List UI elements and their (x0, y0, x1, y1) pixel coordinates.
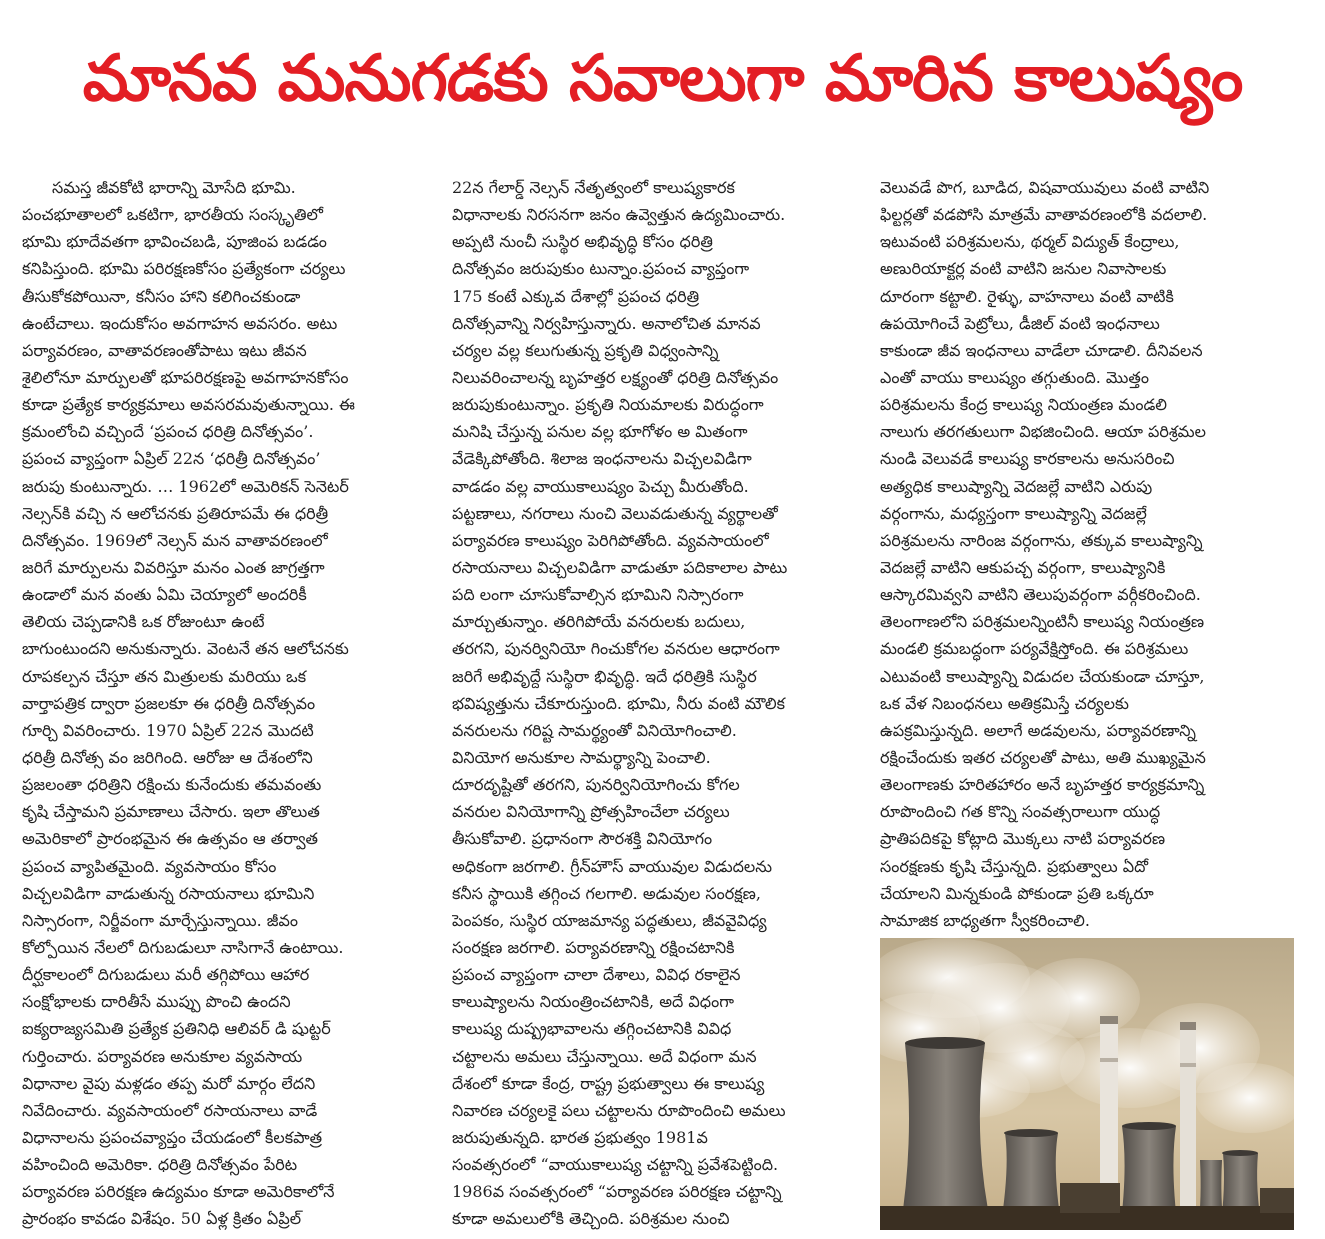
article-line: దినోత్సవం. 1969లో నెల్సన్ మన వాతావరణంలో (22, 530, 328, 550)
article-line: ఒక వేళ నిబంధనలు అతిక్రమిస్తే చర్యలకు (880, 693, 1129, 713)
article-line: సంవత్సరంలో “వాయుకాలుష్య చట్టాన్ని ప్రవేశపెట్టింది. (452, 1155, 779, 1175)
article-line: దేశంలో కూడా కేంద్ర, రాష్ట్ర ప్రభుత్వాలు ఈ కాలుష్య (452, 1073, 765, 1093)
article-line: విచ్చలవిడిగా వాడుతున్న రసాయనాలు భూమిని (22, 883, 315, 903)
article-line: జరుపుకుంటున్నాం. ప్రకృతి నియమాలకు విరుద్ధంగా (452, 395, 764, 415)
article-line: ఇటువంటి పరిశ్రమలను, థర్మల్ విద్యుత్ కేంద్రాలు, (880, 232, 1180, 252)
article-line: 1986వ సంవత్సరంలో “పర్యావరణ పరిరక్షణ చట్టాన్ని (452, 1182, 782, 1202)
article-line: వినియోగ అనుకూల సామర్థ్యాన్ని పెంచాలి. (452, 747, 711, 767)
article-line: కాలుష్యాలను నియంత్రించటానికి, అదే విధంగా (452, 992, 734, 1012)
article-line: చర్యల వల్ల కలుగుతున్న ప్రకృతి విధ్వంసాన్ని (452, 340, 719, 360)
article-line: భూమి భూదేవతగా భావించబడి, పూజింప బడడం (22, 232, 327, 252)
headline: మానవ మనుగడకు సవాలుగా మారిన కాలుష్యం (82, 42, 1243, 116)
article-line: పట్టణాలు, నగరాలు నుంచి వెలువడుతున్న వ్యర్థాలతో (452, 503, 778, 523)
article-line: రసాయనాలు విచ్చలవిడిగా వాడుతూ పదికాలాల పాటు (452, 557, 788, 577)
article-line: 22న గేలార్డ్ నెల్సన్ నేతృత్వంలో కాలుష్యకారక (452, 178, 735, 197)
article-line: సామాజిక బాధ్యతగా స్వీకరించాలి. (880, 910, 1090, 930)
article-line: పది లంగా చూసుకోవాల్సిన భూమిని నిస్సారంగా (452, 585, 744, 605)
article-line: నిలువరించాలన్న బృహత్తర లక్ష్యంతో ధరిత్రి దినోత్సవం (452, 367, 779, 387)
article-line: ప్రపంచ వ్యాపితమైంది. వ్యవసాయం కోసం (22, 856, 277, 876)
article-line: జరుపు కుంటున్నారు. … 1962లో అమెరికన్ సెనెటర్ (22, 476, 349, 496)
article-line: ఉంటేచాలు. ఇందుకోసం అవగాహన అవసరం. అటు (22, 313, 338, 333)
article-line: పర్యావరణ కాలుష్యం పెరిగిపోతోంది. వ్యవసాయంలో (452, 530, 769, 550)
article-line: బాగుంటుందని అనుకున్నారు. వెంటనే తన ఆలోచనకు (22, 639, 349, 659)
article-line: తెలియ చెప్పడానికి ఒక రోజుంటూ ఉంటే (22, 612, 265, 632)
article-line: వెదజల్లే వాటిని ఆకుపచ్చ వర్గంగా, కాలుష్యానికి (880, 557, 1166, 577)
article-line: శైలిలోనూ మార్పులతో భూపరిరక్షణపై అవగాహనకోసం (22, 367, 349, 387)
article-line: అణురియాక్టర్ల వంటి వాటిని జనుల నివాసాలకు (880, 259, 1167, 279)
article-line: తెలంగాణకు హరితహారం అనే బృహత్తర కార్యక్రమాన్ని (880, 775, 1205, 795)
article-line: కనిపిస్తుంది. భూమి పరిరక్షణకోసం ప్రత్యేకంగా చర్యలు (22, 259, 346, 279)
article-line: పంచభూతాలలో ఒకటిగా, భారతీయ సంస్కృతిలో (22, 205, 324, 225)
article-line: ఎంతో వాయు కాలుష్యం తగ్గుతుంది. మొత్తం (880, 367, 1149, 387)
article-line: వెలువడే పొగ, బూడిద, విషవాయువులు వంటి వాటిని (880, 178, 1210, 197)
article-line: ధరిత్రీ దినోత్స వం జరిగింది. ఆరోజు ఆ దేశంలోని (22, 747, 313, 767)
article-line: గూర్చి వివరించారు. 1970 ఏప్రిల్ 22న మొదటి (22, 720, 314, 740)
article-line: నివారణ చర్యలకై పలు చట్టాలను రూపొందించి అమలు (452, 1100, 786, 1120)
article-column-2 (452, 174, 862, 1232)
article-line: కాకుండా జీవ ఇంధనాలు వాడేలా చూడాలి. దీనివలన (880, 340, 1203, 360)
article-line: కృషి చేస్తామని ప్రమాణాలు చేసారు. ఇలా తొలుత (22, 802, 320, 822)
article-line: ఎటువంటి కాలుష్యాన్ని విడుదల చేయకుండా చూస్తూ, (880, 666, 1205, 686)
article-line: చట్టాలను అమలు చేస్తున్నాయి. అదే విధంగా మన (452, 1046, 757, 1066)
article-line: తీసుకోవాలి. ప్రధానంగా సౌరశక్తి వినియోగం (452, 829, 713, 849)
article-line: పెంపకం, సుస్థిర యాజమాన్య పద్ధతులు, జీవవైవిధ్య (452, 910, 767, 930)
article-column-1 (22, 174, 422, 1232)
article-line: నివేదించారు. వ్యవసాయంలో రసాయనాలు వాడే (22, 1100, 318, 1120)
article-line: ఉపక్రమిస్తున్నది. అలాగే అడవులను, పర్యావరణాన్ని (880, 720, 1196, 740)
article-line: జరిగే అభివృద్దే సుస్థిరా భివృద్ధి. ఇదే ధరిత్రికి సుస్థిర (452, 666, 757, 686)
article-line: విధానాల వైపు మళ్లడం తప్ప మరో మార్గం లేదని (22, 1073, 316, 1093)
article-line: వేడెక్కిపోతోంది. శిలాజ ఇంధనాలను విచ్చలవిడిగా (452, 449, 752, 469)
article-line: మనిషి చేస్తున్న పనుల వల్ల భూగోళం అ మితంగా (452, 422, 748, 442)
article-line: గుర్తించారు. పర్యావరణ అనుకూల వ్యవసాయ (22, 1046, 303, 1066)
article-line: వర్గంగాను, మధ్యస్తంగా కాలుష్యాన్ని వెదజల్లే (880, 503, 1147, 523)
article-line: ప్రపంచ వ్యాప్తంగా చాలా దేశాలు, వివిధ రకాలైన (452, 965, 741, 985)
article-line: రక్షించేందుకు ఇతర చర్యలతో పాటు, అతి ముఖ్యమైన (880, 747, 1206, 767)
article-line: దూరదృష్టితో తరగని, పునర్వినియోగించు కోగల (452, 775, 740, 795)
article-line: అధికంగా జరగాలి. గ్రీన్‌హౌస్ వాయువుల విడుదలను (452, 856, 773, 876)
article-line: పరిశ్రమలను కేంద్ర కాలుష్య నియంత్రణ మండలి (880, 395, 1168, 415)
article-line: ప్రజలంతా ధరిత్రిని రక్షించు కునేందుకు తమవంతు (22, 775, 322, 795)
article-line: ఫిల్టర్లతో వడపోసి మాత్రమే వాతావరణంలోకి వదలాలి. (880, 205, 1208, 225)
article-line: మండలి క్రమబద్ధంగా పర్యవేక్షిస్తోంది. ఈ పరిశ్రమలు (880, 639, 1189, 659)
article-line: కాలుష్య దుష్ప్రభావాలను తగ్గించటానికి వివిధ (452, 1019, 732, 1039)
article-line: చేయాలని మిన్నకుండి పోకుండా ప్రతి ఒక్కరూ (880, 883, 1154, 903)
article-line: అత్యధిక కాలుష్యాన్ని వెదజల్లే వాటిని ఎరుపు (880, 476, 1153, 496)
article-line: వహించింది అమెరికా. ధరిత్రి దినోత్సవం పేరిట (22, 1155, 298, 1175)
article-line: పర్యావరణం, వాతావరణంతోపాటు ఇటు జీవన (22, 340, 307, 360)
article-line: కనీస స్థాయికి తగ్గించ గలగాలి. అడువుల సంరక్షణ, (452, 883, 761, 903)
article-line: విధానాలకు నిరసనగా జనం ఉవ్వెత్తున ఉద్యమించారు. (452, 205, 786, 225)
article-line: వార్తాపత్రిక ద్వారా ప్రజలకూ ఈ ధరిత్రీ దినోత్సవం (22, 693, 316, 713)
article-line: నిస్సారంగా, నిర్జీవంగా మార్చేస్తున్నాయి. జీవం (22, 910, 298, 930)
article-line: అప్పటి నుంచీ సుస్థిర అభివృద్ధి కోసం ధరిత్రి (452, 232, 713, 252)
article-line: భవిష్యత్తును చేకూరుస్తుంది. భూమి, నీరు వంటి మౌలిక (452, 693, 786, 713)
article-line: కూడా ప్రత్యేక కార్యక్రమాలు అవసరమవుతున్నాయి. ఈ (22, 395, 355, 415)
article-line: నెల్సన్‌కి వచ్చి న ఆలోచనకు ప్రతిరూపమే ఈ ధరిత్రీ (22, 503, 329, 523)
article-line: జరిగే మార్పులను వివరిస్తూ మనం ఎంత జాగ్రత్తగా (22, 557, 325, 577)
article-line: ఉండాలో మన వంతు ఏమి చెయ్యాలో అందరికీ (22, 585, 307, 605)
article-line: ఉపయోగించే పెట్రోలు, డీజిల్ వంటి ఇంధనాలు (880, 313, 1160, 333)
article-line: తెలంగాణలోని పరిశ్రమలన్నింటినీ కాలుష్య నియంత్రణ (880, 612, 1205, 632)
article-column-3 (880, 174, 1300, 934)
article-line: ప్రారంభం కావడం విశేషం. 50 ఏళ్ల క్రితం ఏప్రిల్ (22, 1209, 302, 1229)
article-line: అమెరికాలో ప్రారంభమైన ఈ ఉత్సవం ఆ తర్వాత (22, 829, 318, 849)
article-line: సంక్షోభాలకు దారితీసే ముప్పు పొంచి ఉందని (22, 992, 291, 1012)
article-line: దీర్ఘకాలంలో దిగుబడులు మరీ తగ్గిపోయి ఆహార (22, 965, 310, 985)
article-line: ఐక్యరాజ్యసమితి ప్రత్యేక ప్రతినిధి ఆలివర్ డి షుట్టర్ (22, 1019, 331, 1039)
article-line: ప్రపంచ వ్యాప్తంగా ఏప్రిల్ 22న ‘ధరిత్రీ దినోత్సవం’ (22, 449, 321, 469)
article-line: దినోత్సవం జరుపుకుం టున్నాం.ప్రపంచ వ్యాప్తంగా (452, 259, 750, 279)
article-line: ప్రాతిపదికపై కోట్లాది మొక్కలు నాటి పర్యావరణ (880, 829, 1166, 849)
article-line: సంరక్షణకు కృషి చేస్తున్నది. ప్రభుత్వాలు ఏదో (880, 856, 1148, 876)
article-line: పరిశ్రమలను నారింజ వర్గంగాను, తక్కువ కాలుష్యాన్ని (880, 530, 1203, 550)
article-line: క్రమంలోంచి వచ్చిందే ‘ప్రపంచ ధరిత్రి దినోత్సవం’. (22, 422, 314, 442)
article-line: సమస్త జీవకోటి భారాన్ని మోసేది భూమి. (52, 178, 296, 197)
article-line: కూడా అమలులోకి తెచ్చింది. పరిశ్రమల నుంచి (452, 1209, 730, 1229)
article-line: సంరక్షణ జరగాలి. పర్యావరణాన్ని రక్షించటానికి (452, 937, 735, 957)
article-line: కోల్పోయిన నేలలో దిగుబడులూ నాసిగానే ఉంటాయి. (22, 937, 344, 957)
article-line: మార్చుతున్నాం. తరిగిపోయే వనరులకు బదులు, (452, 612, 746, 632)
article-line: పర్యావరణ పరిరక్షణ ఉద్యమం కూడా అమెరికాలోనే (22, 1182, 335, 1202)
article-line: తీసుకోకపోయినా, కనీసం హాని కలిగించకుండా (22, 286, 301, 306)
article-line: వనరులను గరిష్ట సామర్థ్యంతో వినియోగించాలి. (452, 720, 737, 740)
power-plant-photo (880, 938, 1294, 1230)
article-line: ఆస్కారమివ్వని వాటిని తెలుపువర్గంగా వర్గీకరించింది. (880, 585, 1201, 605)
power-plant-illustration (880, 938, 1294, 1230)
article-line: రూపకల్పన చేస్తూ తన మిత్రులకు మరియు ఒక (22, 666, 307, 686)
article-line: వాడడం వల్ల వాయుకాలుష్యం పెచ్చు మీరుతోంది. (452, 476, 749, 496)
article-line: విధానాలను ప్రపంచవ్యాప్తం చేయడంలో కీలకపాత్ర (22, 1127, 323, 1147)
article-line: 175 కంటే ఎక్కువ దేశాల్లో ప్రపంచ ధరిత్రి (452, 286, 700, 306)
article-line: తరగని, పునర్వినియో గించుకోగల వనరుల ఆధారంగా (452, 639, 780, 659)
article-line: నాలుగు తరగతులుగా విభజించింది. ఆయా పరిశ్రమల (880, 422, 1206, 442)
article-line: నుండి వెలువడే కాలుష్య కారకాలను అనుసరించి (880, 449, 1175, 469)
article-line: దూరంగా కట్టాలి. రైళ్ళు, వాహనాలు వంటి వాటికి (880, 286, 1174, 306)
article-line: జరుపుతున్నది. భారత ప్రభుత్వం 1981వ (452, 1127, 708, 1147)
article-line: దినోత్సవాన్ని నిర్వహిస్తున్నారు. అనాలోచిత మానవ (452, 313, 761, 333)
article-line: వనరుల వినియోగాన్ని ప్రోత్సహించేలా చర్యలు (452, 802, 730, 822)
article-line: రూపొందించి గత కొన్ని సంవత్సరాలుగా యుద్ధ (880, 802, 1161, 822)
